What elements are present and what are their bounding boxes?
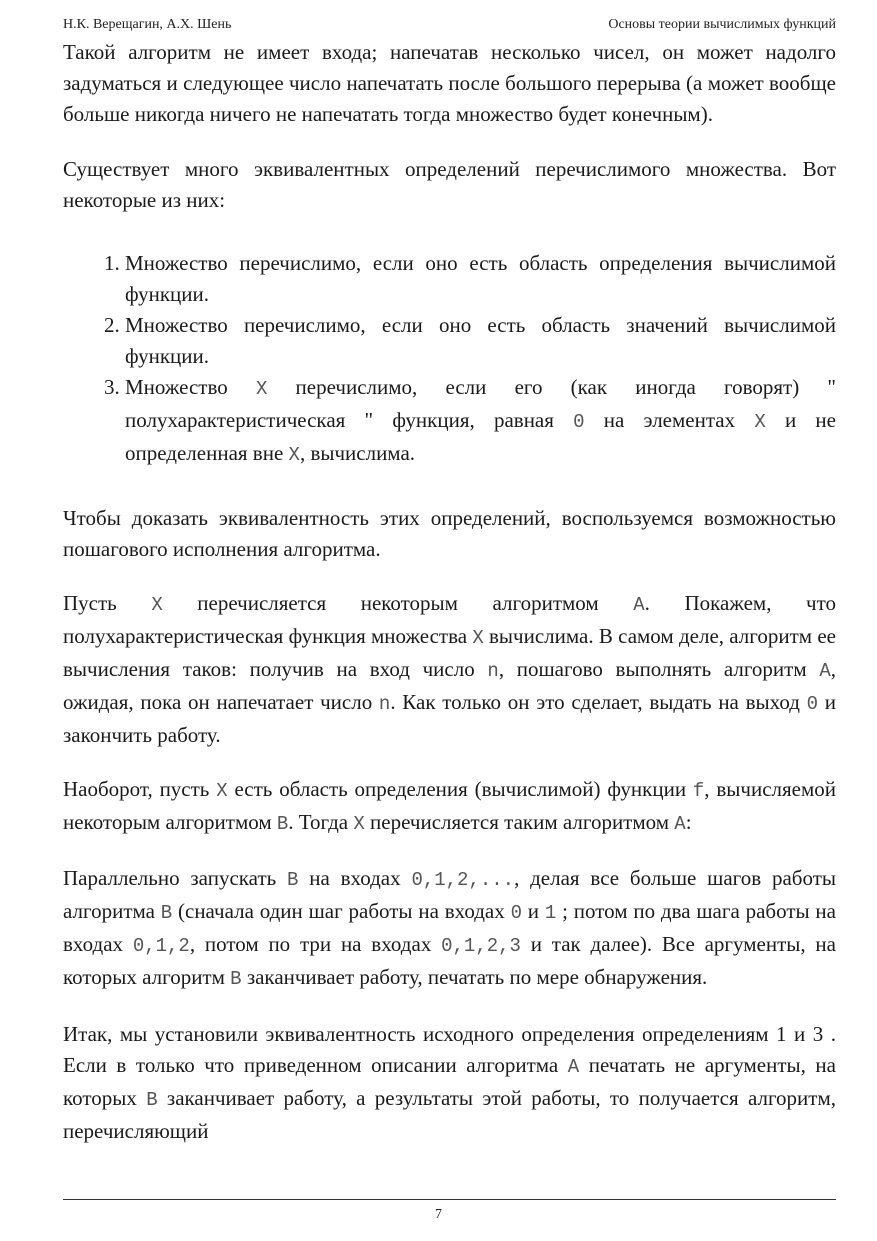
math-symbol: f <box>692 780 705 802</box>
math-symbol: A <box>633 594 645 616</box>
math-symbol: n <box>487 660 499 682</box>
math-symbol: A <box>567 1056 580 1078</box>
text-run: вычислима. В самом деле, алгоритм ее вычисления таков: получив на вход число <box>63 624 836 681</box>
math-symbol: 0 <box>573 411 585 433</box>
text-run: (сначала один шаг работы на входах <box>172 899 511 923</box>
math-symbol: X <box>353 813 365 835</box>
text-run: Пусть <box>63 591 152 615</box>
page-body <box>63 37 836 1147</box>
paragraph-conclusion <box>63 1019 836 1147</box>
math-symbol: A <box>819 660 831 682</box>
math-symbol: X <box>754 411 766 433</box>
paragraph-algorithm-no-input <box>63 37 836 130</box>
paragraph-semicharacteristic-computable <box>63 588 836 751</box>
paragraph-domain-enumeration <box>63 774 836 840</box>
math-symbol: 0,1,2,3 <box>441 935 521 957</box>
math-symbol: 1 <box>544 902 557 924</box>
text-run: Параллельно запускать <box>63 866 288 890</box>
header-book-title: Основы теории вычислимых функций <box>608 17 836 32</box>
definition-item-2 <box>125 310 836 372</box>
text-run: , вычисляемой некоторым алгоритмом <box>63 777 837 834</box>
text-run: Наоборот, пусть <box>63 777 217 801</box>
text-run: перечислимо, если его (как иногда говорят) " полухарактеристическая " функция, равная <box>125 375 836 432</box>
text-run: . Покажем, что полухарактеристическая функция множества <box>63 591 836 648</box>
text-run: есть область определения (вычислимой) функции <box>227 777 693 801</box>
definition-item-1 <box>125 248 836 310</box>
text-run: Множество перечислимо, если оно есть область определения вычислимой функции. <box>125 251 836 306</box>
math-symbol: B <box>276 813 289 835</box>
text-run: , делая все больше шагов работы алгоритма <box>63 866 836 923</box>
math-symbol: X <box>255 378 268 400</box>
text-run: , ожидая, пока он напечатает число <box>63 657 836 714</box>
text-run: , потом по три на входах <box>189 932 442 956</box>
math-symbol: 0 <box>806 693 819 715</box>
text-run: и закончить работу. <box>63 690 836 747</box>
text-run: ; потом по два шага работы на входах <box>63 899 836 956</box>
page-number: 7 <box>435 1207 442 1222</box>
definitions-list <box>63 248 836 471</box>
text-run: Множество перечислимо, если оно есть область значений вычислимой функции. <box>125 313 836 368</box>
text-run: и не определенная вне <box>125 408 836 465</box>
math-symbol: X <box>151 594 163 616</box>
text-run: перечисляется таким алгоритмом <box>364 810 675 834</box>
text-run: Чтобы доказать эквивалентность этих определений, воспользуемся возможностью пошагового исполнения алгоритма. <box>63 506 836 561</box>
text-run: Существует много эквивалентных определений перечислимого множества. Вот некоторые из них: <box>63 157 836 212</box>
math-symbol: X <box>216 780 228 802</box>
text-run: на входах <box>298 866 412 890</box>
text-run: заканчивает работу, а результаты этой работы, то получается алгоритм, перечисляющий <box>63 1086 836 1143</box>
math-symbol: B <box>160 902 173 924</box>
math-symbol: A <box>674 813 686 835</box>
text-run: Такой алгоритм не имеет входа; напечатав несколько чисел, он может надолго задуматься и следующее число напечатать после большого перерыва (а может вообще больше никогда ничего не напечатать тогда множество будет конечным). <box>63 40 836 126</box>
header-authors: Н.К. Верещагин, А.Х. Шень <box>63 17 232 32</box>
math-symbol: X <box>288 444 300 466</box>
text-run: Итак, мы установили эквивалентность исходного определения определениям 1 и 3 . Если в только что приведенном описании алгоритма <box>63 1022 836 1077</box>
math-symbol: B <box>146 1089 158 1111</box>
text-run: , вычислима. <box>299 441 416 465</box>
text-run: заканчивает работу, печатать по мере обнаружения. <box>241 965 708 989</box>
definition-item-3 <box>125 372 836 471</box>
text-run: Множество <box>125 375 256 399</box>
paragraph-proof-intro <box>63 503 836 565</box>
text-run: и так далее). Все аргументы, на которых алгоритм <box>63 932 836 989</box>
math-symbol: n <box>378 693 391 715</box>
text-run: . Тогда <box>288 810 354 834</box>
text-run: перечисляется некоторым алгоритмом <box>162 591 634 615</box>
math-symbol: 0 <box>510 902 522 924</box>
math-symbol: B <box>287 869 299 891</box>
text-run: , пошагово выполнять алгоритм <box>498 657 820 681</box>
paragraph-parallel-run <box>63 863 836 995</box>
text-run: на элементах <box>584 408 755 432</box>
text-run: . Как только он это сделает, выдать на выход <box>390 690 807 714</box>
math-symbol: 0,1,2,... <box>411 869 515 891</box>
text-run: : <box>685 810 692 834</box>
text-run: печатать не аргументы, на которых <box>63 1053 836 1110</box>
math-symbol: X <box>472 627 484 649</box>
math-symbol: 0,1,2 <box>132 935 190 957</box>
math-symbol: B <box>230 968 242 990</box>
footer-divider <box>63 1199 836 1200</box>
text-run: и <box>521 899 545 923</box>
paragraph-equivalent-definitions <box>63 154 836 216</box>
